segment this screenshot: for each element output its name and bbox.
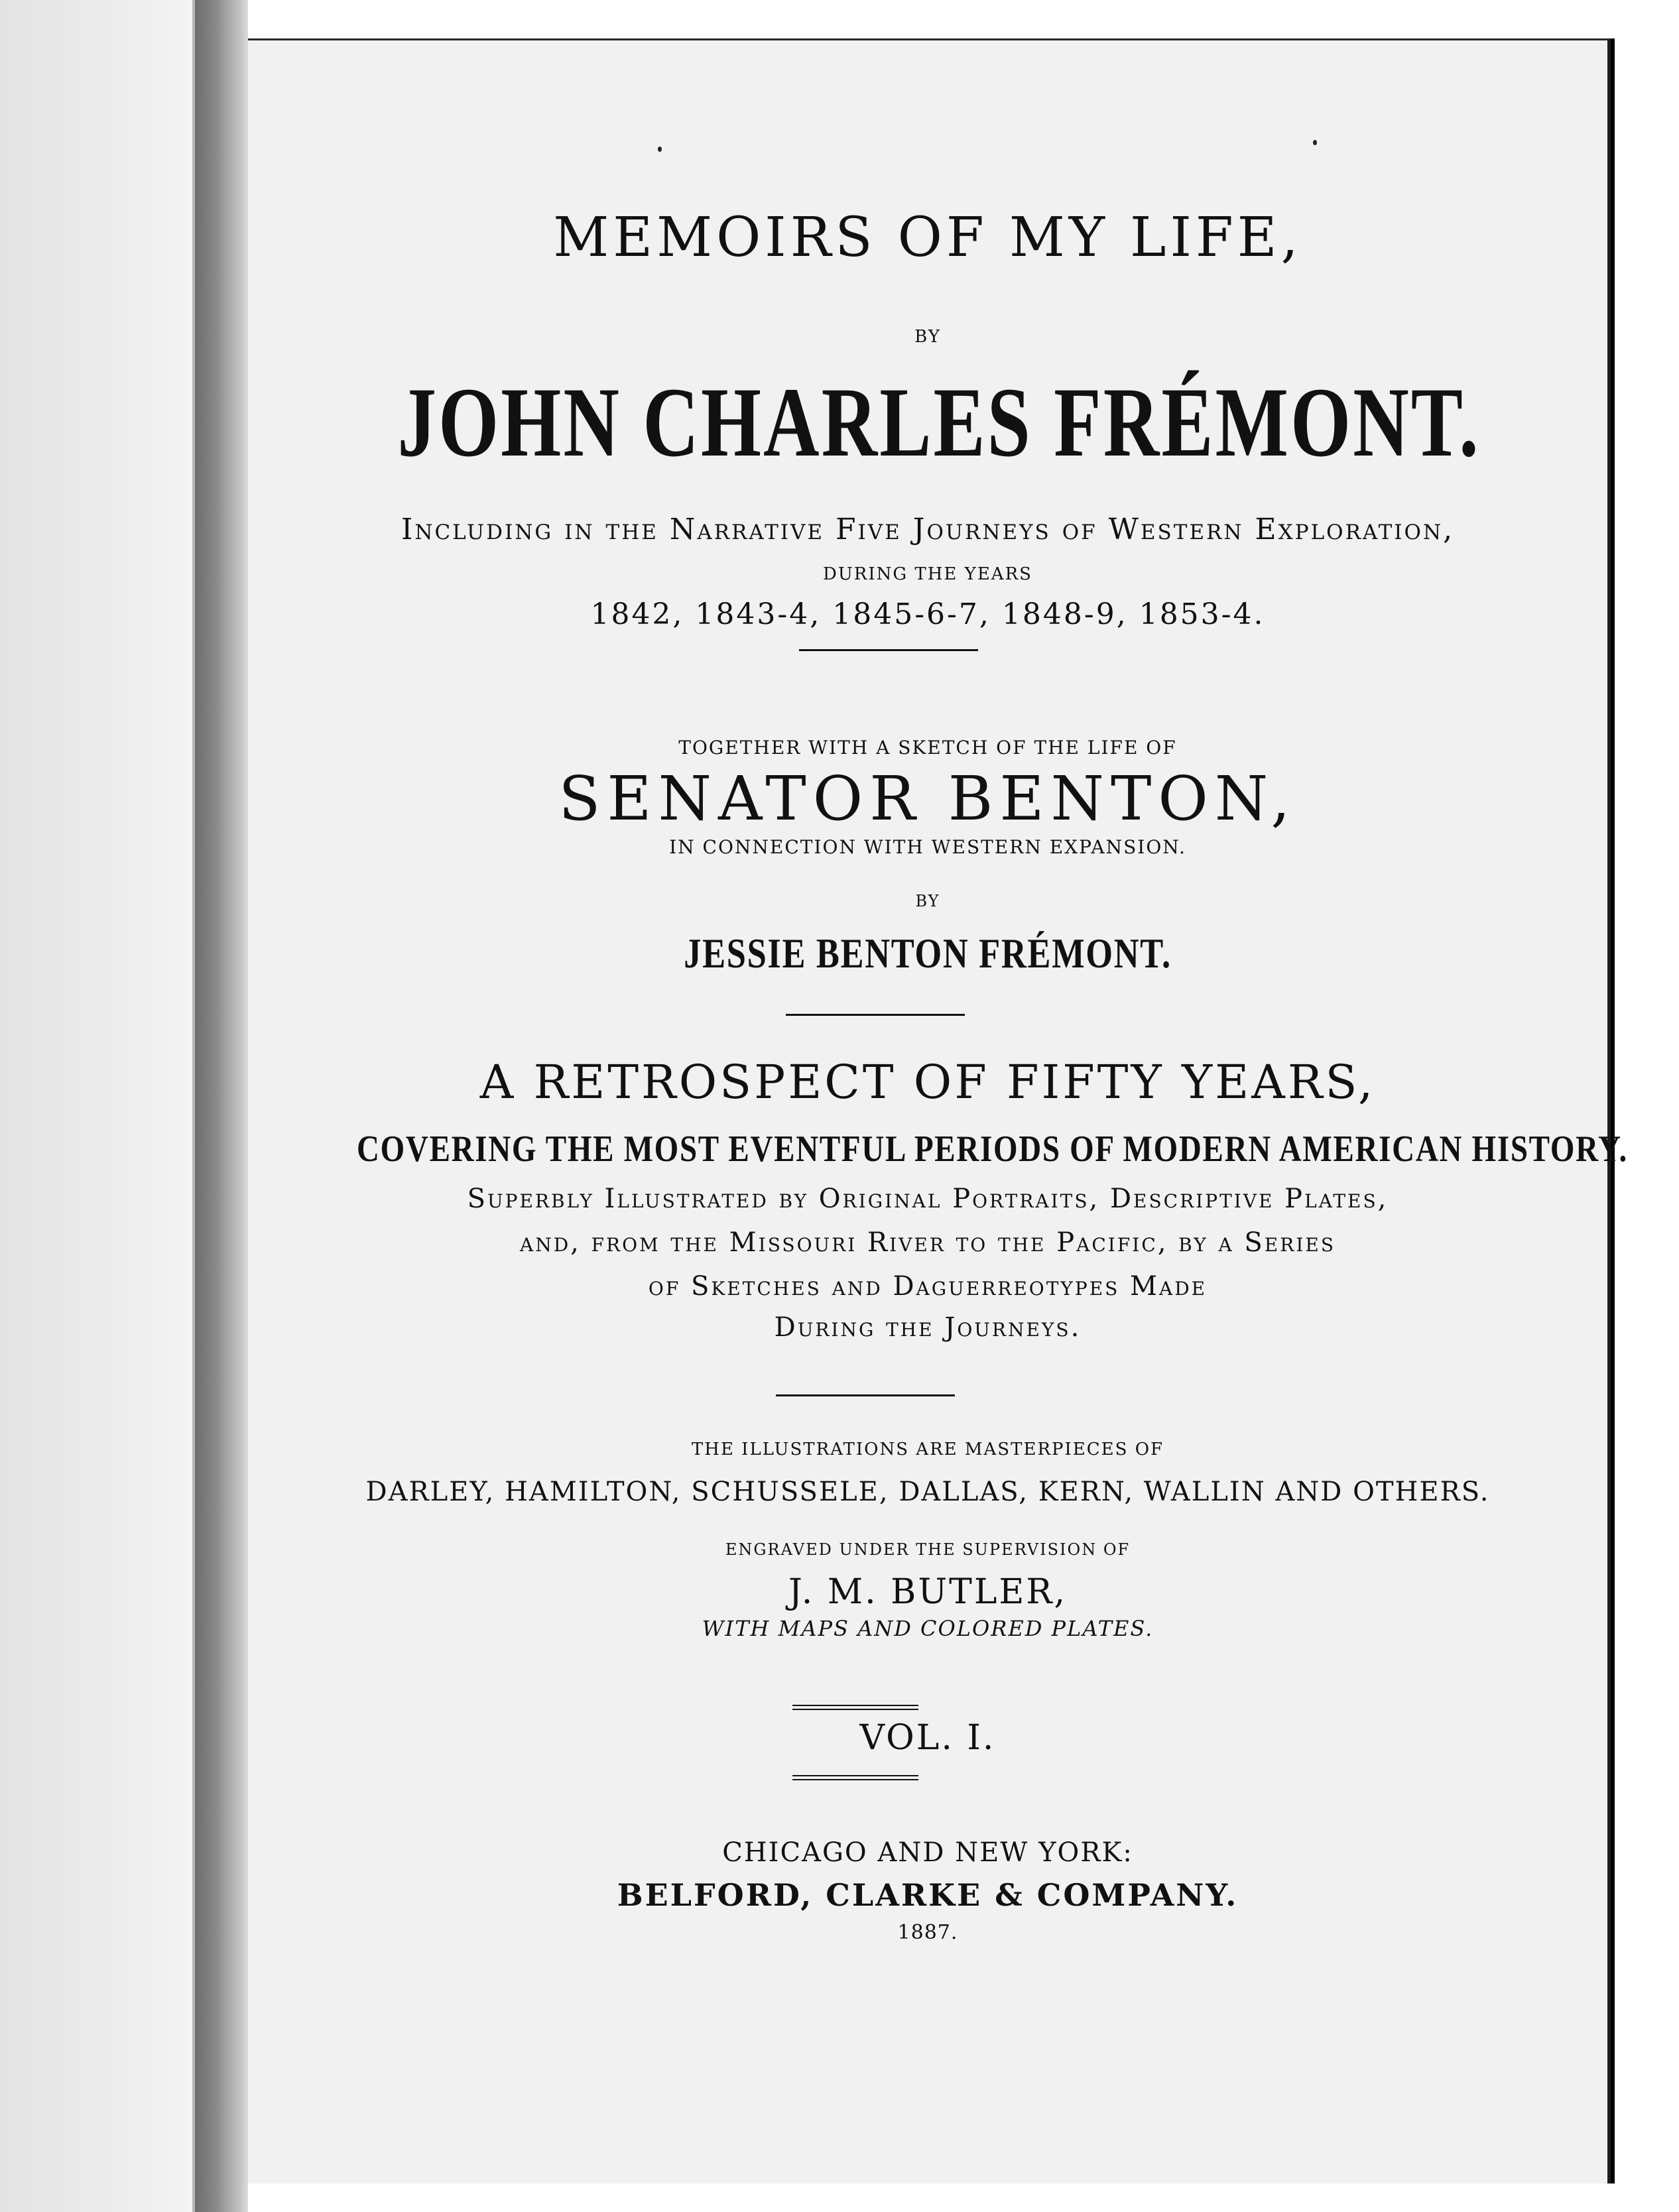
divider-rule xyxy=(776,1394,955,1396)
divider-rule xyxy=(786,1014,965,1016)
book-gutter xyxy=(195,0,248,2212)
engraver-name: J. M. BUTLER, xyxy=(788,1572,1068,1612)
including-line: Including in the Narrative Five Journeys of Western Exploration, xyxy=(401,513,1455,546)
illustrators-list: DARLEY, HAMILTON, SCHUSSELE, DALLAS, KERN, WALLIN AND OTHERS. xyxy=(365,1477,1490,1507)
connection-line: IN CONNECTION WITH WESTERN EXPANSION. xyxy=(669,836,1186,858)
illustration-description-1: Superbly Illustrated by Original Portraits, Descriptive Plates, xyxy=(467,1184,1389,1214)
facing-page-edge xyxy=(0,0,195,2212)
maps-note: WITH MAPS AND COLORED PLATES. xyxy=(702,1616,1154,1641)
print-speck xyxy=(658,147,662,152)
by-label: BY xyxy=(914,327,941,347)
second-author-name: JESSIE BENTON FRÉMONT. xyxy=(684,930,1172,977)
volume-label: VOL. I. xyxy=(859,1718,996,1758)
retrospect-heading: A RETROSPECT OF FIFTY YEARS, xyxy=(479,1055,1376,1109)
publication-year: 1887. xyxy=(897,1921,958,1944)
book-title: MEMOIRS OF MY LIFE, xyxy=(553,206,1302,269)
covering-line: COVERING THE MOST EVENTFUL PERIODS OF MODERN AMERICAN HISTORY. xyxy=(357,1129,1628,1170)
volume-rule-bottom xyxy=(792,1775,918,1780)
divider-rule xyxy=(799,649,978,651)
illustrations-intro: THE ILLUSTRATIONS ARE MASTERPIECES OF xyxy=(691,1440,1164,1459)
together-line: TOGETHER WITH A SKETCH OF THE LIFE OF xyxy=(678,737,1177,759)
publisher-name: BELFORD, CLARKE & COMPANY. xyxy=(617,1877,1239,1913)
publication-place: CHICAGO AND NEW YORK: xyxy=(722,1837,1133,1868)
title-page xyxy=(248,38,1628,2183)
illustration-description-2: and, from the Missouri River to the Pacific, by a Series xyxy=(519,1227,1336,1258)
during-label: DURING THE YEARS xyxy=(823,564,1032,584)
engraved-label: ENGRAVED UNDER THE SUPERVISION OF xyxy=(725,1540,1131,1559)
senator-heading: SENATOR BENTON, xyxy=(558,763,1297,834)
illustration-description-4: During the Journeys. xyxy=(774,1312,1082,1343)
by-label: BY xyxy=(915,892,940,910)
expedition-years: 1842, 1843-4, 1845-6-7, 1848-9, 1853-4. xyxy=(590,597,1265,631)
print-speck xyxy=(1313,140,1317,145)
illustration-description-3: of Sketches and Daguerreotypes Made xyxy=(648,1271,1208,1302)
volume-rule-top xyxy=(792,1705,918,1710)
author-name: JOHN CHARLES FRÉMONT. xyxy=(397,367,1481,477)
